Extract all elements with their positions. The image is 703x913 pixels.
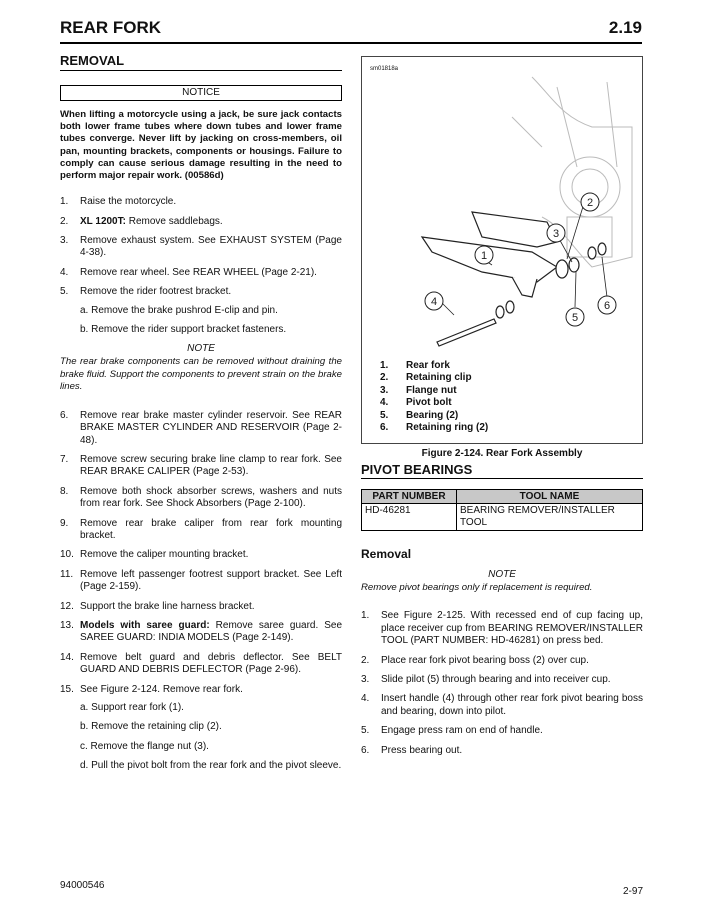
step-item: 6. Remove rear brake master cylinder reservoir. See REAR BRAKE MASTER CYLINDER AND RESERVOIR (Page 2-48).	[60, 409, 342, 446]
table-row	[362, 504, 643, 531]
sub-step: a. Support rear fork (1).	[80, 702, 184, 713]
step-item: 1. Raise the motorcycle.	[60, 196, 177, 208]
legend-item: 1. Rear fork	[380, 360, 450, 371]
rear-fork-illustration	[362, 57, 642, 357]
sub-step: c. Remove the flange nut (3).	[80, 740, 209, 752]
note-text: Remove pivot bearings only if replacement is required.	[361, 582, 593, 593]
step-item: 5. Engage press ram on end of handle.	[361, 725, 543, 737]
notice-text: When lifting a motorcycle using a jack, be sure jack contacts both lower frame tubes where down tubes and lower frame tubes converge. Never lift by jacking on cross-members, oil pan, mounting brackets, components or housings. Failure to comply can cause serious damage resulting in the need to perform major repair work. (00586d)	[60, 109, 342, 182]
page-title: REAR FORK	[60, 18, 162, 37]
removal-steps	[60, 196, 342, 336]
step-item: 3. Remove exhaust system. See EXHAUST SYSTEM (Page 4-38).	[60, 235, 342, 259]
legend-item: 6. Retaining ring (2)	[380, 422, 489, 434]
callout-label-6: 6	[603, 300, 611, 312]
sub-steps	[80, 305, 342, 337]
sub-step: b. Remove the retaining clip (2).	[80, 721, 222, 733]
header-rule	[60, 42, 642, 44]
note-label: NOTE	[187, 343, 215, 355]
figure-legend	[380, 360, 488, 434]
section-number: 2.19	[608, 18, 642, 37]
step-item: 13. Models with saree guard: Remove saree guard. See SAREE GUARD: INDIA MODELS (Page 2-149).	[60, 619, 343, 644]
table-header-row	[362, 490, 643, 504]
sub-step: b. Remove the rider support bracket fasteners.	[80, 324, 287, 336]
bearing-left	[496, 306, 504, 318]
note-text: The rear brake components can be removed without draining the brake fluid. Support the components to prevent strain on the brake lines.	[60, 356, 342, 393]
pivot-bearings-heading: PIVOT BEARINGS	[361, 462, 643, 479]
column-header: PART NUMBER	[362, 490, 457, 504]
retaining-clip	[556, 260, 568, 278]
step-item: 2. XL 1200T: Remove saddlebags.	[60, 215, 223, 227]
legend-item: 3. Flange nut	[380, 384, 457, 396]
step-item: 7. Remove screw securing brake line clamp to rear fork. See REAR BRAKE CALIPER (Page 2-53).	[60, 453, 342, 478]
pivot-bolt	[437, 319, 496, 346]
column-header: TOOL NAME	[457, 490, 643, 504]
legend-item: 5. Bearing (2)	[380, 409, 459, 421]
callout-label-3: 3	[552, 228, 560, 240]
step-item: 12. Support the brake line harness bracket.	[60, 600, 255, 612]
step-item: 2. Place rear fork pivot bearing boss (2) over cup.	[361, 654, 589, 666]
figure-caption: Figure 2-124. Rear Fork Assembly	[421, 448, 583, 459]
document-number: 94000546	[60, 880, 105, 891]
sub-step: a. Remove the brake pushrod E-clip and pin.	[80, 304, 278, 316]
figure-rear-fork-assembly	[361, 56, 643, 444]
step-item: 15. See Figure 2-124. Remove rear fork. a. Support rear fork (1). b. Remove the retaining clip (2). c. Remove the flange nut (3). d. Pull the pivot bolt from the rear fork and the pivot sleeve.	[60, 683, 342, 772]
callout-label-2: 2	[586, 197, 594, 209]
figure-id: sm01818a	[370, 66, 399, 72]
right-column	[361, 56, 643, 764]
legend-item: 4. Pivot bolt	[380, 397, 452, 409]
legend-item: 2. Retaining clip	[380, 372, 472, 384]
removal-steps-continued	[60, 410, 342, 773]
step-item: 10. Remove the caliper mounting bracket.	[60, 549, 249, 561]
step-item: 14. Remove belt guard and debris deflector. See BELT GUARD AND DEBRIS DEFLECTOR (Page 2-96).	[60, 651, 342, 676]
step-item: 6. Press bearing out.	[361, 744, 463, 756]
pivot-removal-subheading: Removal	[361, 547, 412, 561]
step-item: 11. Remove left passenger footrest support bracket. See Left (Page 2-159).	[60, 568, 342, 593]
page-number: 2-97	[622, 886, 643, 897]
tool-table	[361, 489, 643, 531]
step-item: 4. Remove rear wheel. See REAR WHEEL (Page 2-21).	[60, 266, 317, 278]
step-item: 4. Insert handle (4) through other rear fork pivot bearing boss and bearing, down into pilot.	[361, 693, 643, 717]
callout-label-5: 5	[571, 312, 579, 324]
left-column	[60, 53, 342, 780]
removal-heading: REMOVAL	[60, 53, 342, 71]
step-item: 5. Remove the rider footrest bracket. a. Remove the brake pushrod E-clip and pin. b. Remove the rider support bracket fasteners.	[60, 286, 342, 336]
sub-steps	[80, 702, 342, 773]
callout-label-1: 1	[480, 250, 488, 262]
bearing-right	[588, 247, 596, 259]
note-label: NOTE	[488, 569, 516, 580]
step-item: 9. Remove rear brake caliper from rear fork mounting bracket.	[60, 517, 342, 541]
callout-label-4: 4	[430, 296, 438, 308]
table-cell: BEARING REMOVER/INSTALLER TOOL	[457, 504, 643, 531]
step-item: 8. Remove both shock absorber screws, washers and nuts from rear fork. See Shock Absorbers (Page 2-100).	[60, 485, 342, 510]
notice-label: NOTICE	[60, 85, 342, 101]
sub-step: d. Pull the pivot bolt from the rear fork and the pivot sleeve.	[80, 760, 342, 772]
table-cell: HD-46281	[362, 504, 457, 531]
step-item: 1. See Figure 2-125. With recessed end of cup facing up, place receiver cup from BEARING REMOVER/INSTALLER TOOL (PART NUMBER: HD-46281) on press bed.	[361, 610, 643, 647]
page-header	[60, 18, 642, 40]
pivot-steps	[361, 610, 643, 757]
step-item: 3. Slide pilot (5) through bearing and into receiver cup.	[361, 674, 611, 686]
